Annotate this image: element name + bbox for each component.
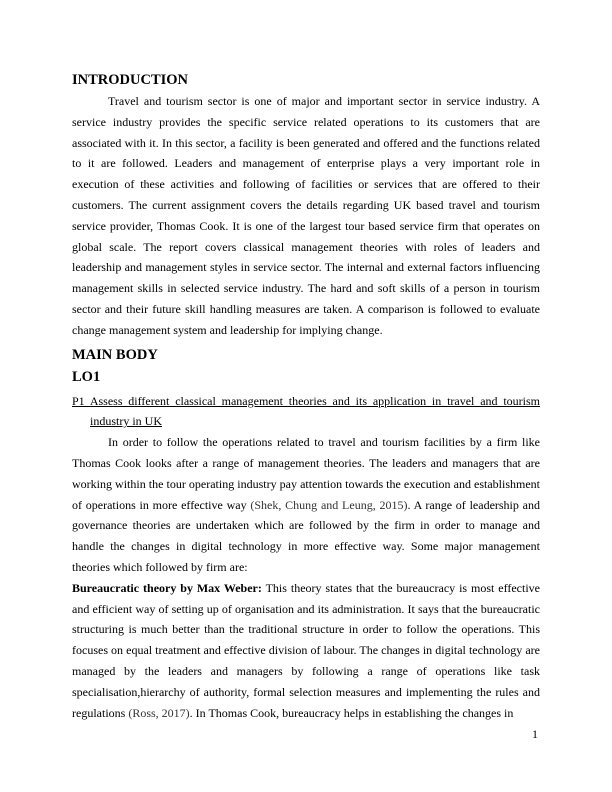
page-number: 1: [532, 727, 538, 741]
body-paragraph-1-text: In order to follow the operations related to travel and tourism facilities by a firm like Thomas Cook looks after a range of management theories. The leaders and managers that are working within the tour operating industry pay attention towards the execution and establishment of operations in more effective way: [72, 435, 540, 512]
p1-subheading: P1 Assess different classical management theories and its application in travel and tourism industry in UK: [72, 393, 540, 429]
citation-ross: (Ross, 2017): [128, 705, 190, 720]
citation-shek: (Shek, Chung and Leung, 2015): [250, 497, 408, 512]
introduction-paragraph: Travel and tourism sector is one of major and important sector in service industry. A service industry provides the specific service related operations to its customers that are associated with it. In this sector, a facility is been generated and offered and the functions related to it are followed. Leaders and management of enterprise plays a very important role in execution of these activities and following of facilities or services that are offered to their customers. The current assignment covers the details regarding UK based travel and tourism service provider, Thomas Cook. It is one of the largest tour based service firm that operates on global scale. The report covers classical management theories with roles of leaders and leadership and management styles in service sector. The internal and external factors influencing management skills in selected service industry. The hard and soft skills of a person in tourism sector and their future skill handling measures are taken. A comparison is followed to evaluate change management system and leadership for implying change.: [72, 94, 540, 337]
bureaucratic-text-end: . In Thomas Cook, bureaucracy helps in establishing the changes in: [189, 705, 514, 720]
body-paragraph-1-text-end: . A range of leadership and governance theories are undertaken which are followed by the firm in order to manage and handle the changes in digital technology in more effective way. Some major management theories which followed by firm are:: [72, 497, 541, 574]
main-body-heading: MAIN BODY: [72, 346, 158, 363]
body-paragraph-1: [72, 432, 540, 578]
page-content: [72, 70, 540, 723]
bureaucratic-text: This theory states that the bureaucracy is most effective and efficient way of setting up of organisation and its administration. It says that the bureaucratic structuring is much better than the traditional structure in order to follow the operations. This focuses on equal treatment and effective division of labour. The changes in digital technology are managed by the leaders and managers by following a range of operations like task specialisation,hierarchy of authority, formal selection measures and implementing the rules and regulations: [72, 580, 540, 720]
bureaucratic-paragraph: [72, 578, 540, 724]
introduction-heading: INTRODUCTION: [72, 72, 189, 88]
lo1-heading: LO1: [72, 368, 101, 385]
bureaucratic-theory-label: Bureaucratic theory by Max Weber:: [72, 580, 262, 595]
